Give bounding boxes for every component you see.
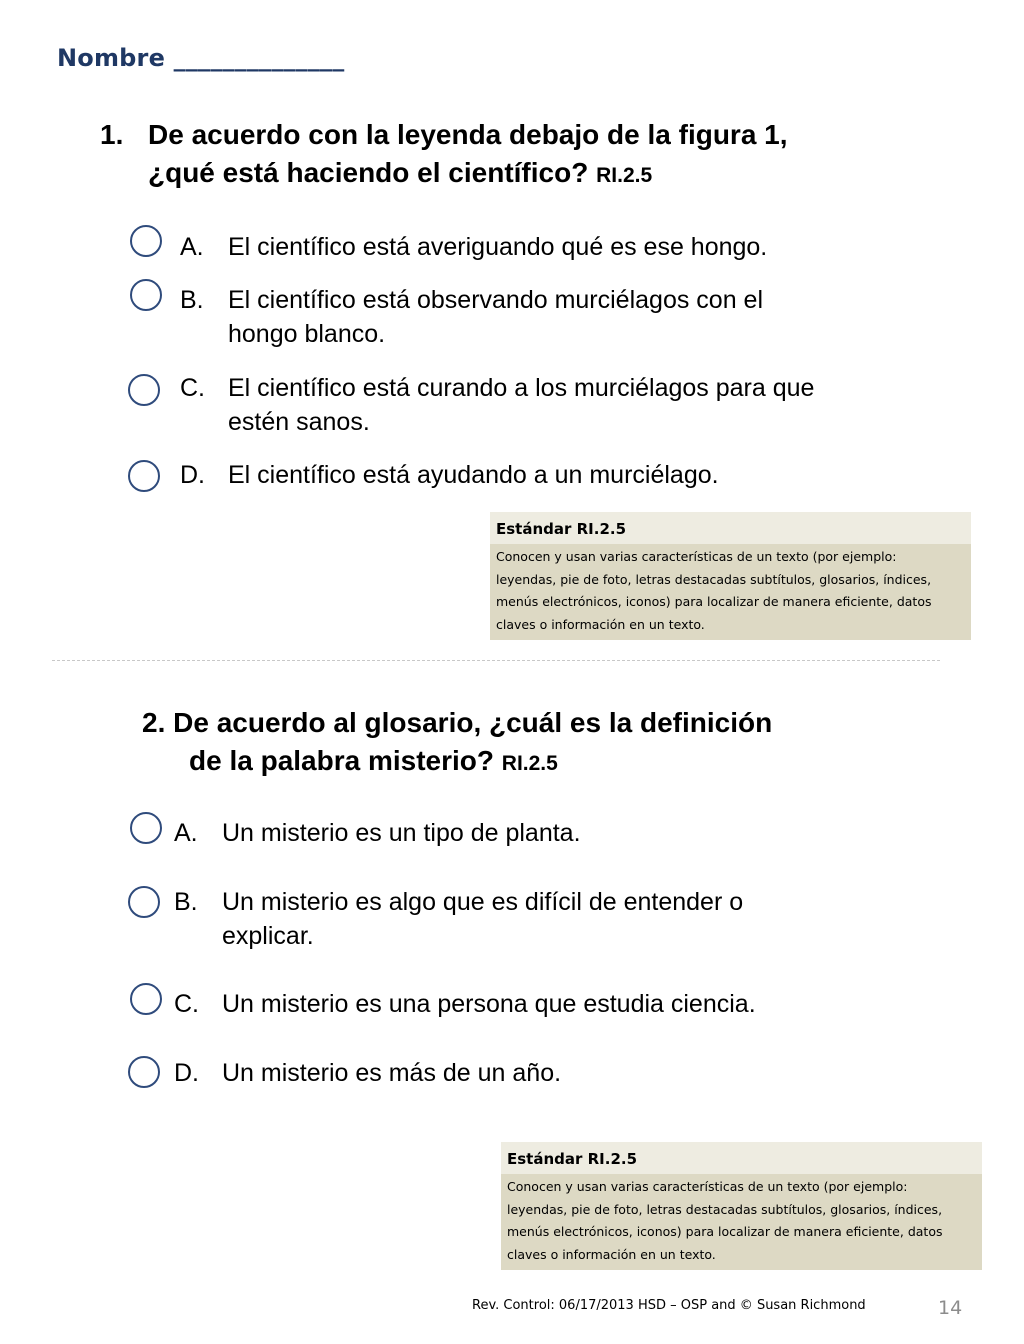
standard-box-line: menús electrónicos, iconos) para localizar de manera eficiente, datos <box>507 1224 943 1239</box>
radio-option-b[interactable] <box>128 886 160 918</box>
question-2 <box>142 704 922 783</box>
standard-box-line: claves o información en un texto. <box>507 1246 716 1262</box>
option-text: estén sanos. <box>228 408 370 436</box>
option-letter: B. <box>174 888 198 916</box>
standard-box-line: menús electrónicos, iconos) para localizar de manera eficiente, datos <box>496 594 932 609</box>
option-letter: C. <box>180 374 205 402</box>
option-text: Un misterio es algo que es difícil de entender o <box>222 888 744 916</box>
option-letter: A. <box>180 233 204 261</box>
standard-box <box>490 512 971 640</box>
option-text: Un misterio es un tipo de planta. <box>222 819 581 847</box>
standard-box-title: Estándar RI.2.5 <box>501 1142 982 1174</box>
standard-box-body <box>490 544 971 640</box>
name-field-label: Nombre ______________ <box>57 44 345 72</box>
option-text: El científico está averiguando qué es ese hongo. <box>228 233 768 261</box>
radio-option-d[interactable] <box>128 1056 160 1088</box>
standard-tag: RI.2.5 <box>501 752 558 775</box>
option-letter: B. <box>180 286 204 314</box>
standard-box-body <box>501 1174 982 1270</box>
footer-revision-text: Rev. Control: 06/17/2013 HSD – OSP and © Susan Richmond <box>472 1298 866 1313</box>
standard-box-line: Conocen y usan varias características de un texto (por ejemplo: <box>496 549 897 564</box>
question-text-line: 2. De acuerdo al glosario, ¿cuál es la definición <box>142 707 773 738</box>
option-text: El científico está ayudando a un murciélago. <box>228 461 719 489</box>
option-text: El científico está curando a los murciélagos para que <box>228 374 815 402</box>
option-letter: C. <box>174 990 199 1018</box>
option-text: hongo blanco. <box>228 320 386 348</box>
option-text: Un misterio es más de un año. <box>222 1059 562 1087</box>
standard-box-line: leyendas, pie de foto, letras destacadas subtítulos, glosarios, índices, <box>496 571 932 587</box>
option-text: El científico está observando murciélagos con el <box>228 286 764 314</box>
radio-option-d[interactable] <box>128 460 160 492</box>
section-divider <box>52 660 940 661</box>
radio-option-b[interactable] <box>130 279 162 311</box>
option-text: explicar. <box>222 922 314 950</box>
question-number: 1. <box>100 119 124 150</box>
question-text-line: ¿qué está haciendo el científico? <box>148 157 589 188</box>
standard-box-line: claves o información en un texto. <box>496 616 705 632</box>
question-text-line: de la palabra misterio? <box>189 745 494 776</box>
option-text: Un misterio es una persona que estudia ciencia. <box>222 990 756 1018</box>
standard-box <box>501 1142 982 1270</box>
question-text-line: De acuerdo con la leyenda debajo de la figura 1, <box>148 119 788 150</box>
standard-tag: RI.2.5 <box>596 164 653 187</box>
option-letter: D. <box>180 461 205 489</box>
radio-option-a[interactable] <box>130 225 162 257</box>
standard-box-title: Estándar RI.2.5 <box>490 512 971 544</box>
standard-box-line: Conocen y usan varias características de un texto (por ejemplo: <box>507 1179 908 1194</box>
standard-box-line: leyendas, pie de foto, letras destacadas subtítulos, glosarios, índices, <box>507 1201 943 1217</box>
page-number: 14 <box>938 1297 963 1319</box>
radio-option-c[interactable] <box>130 983 162 1015</box>
option-letter: A. <box>174 819 198 847</box>
radio-option-a[interactable] <box>130 812 162 844</box>
radio-option-c[interactable] <box>128 374 160 406</box>
option-letter: D. <box>174 1059 199 1087</box>
